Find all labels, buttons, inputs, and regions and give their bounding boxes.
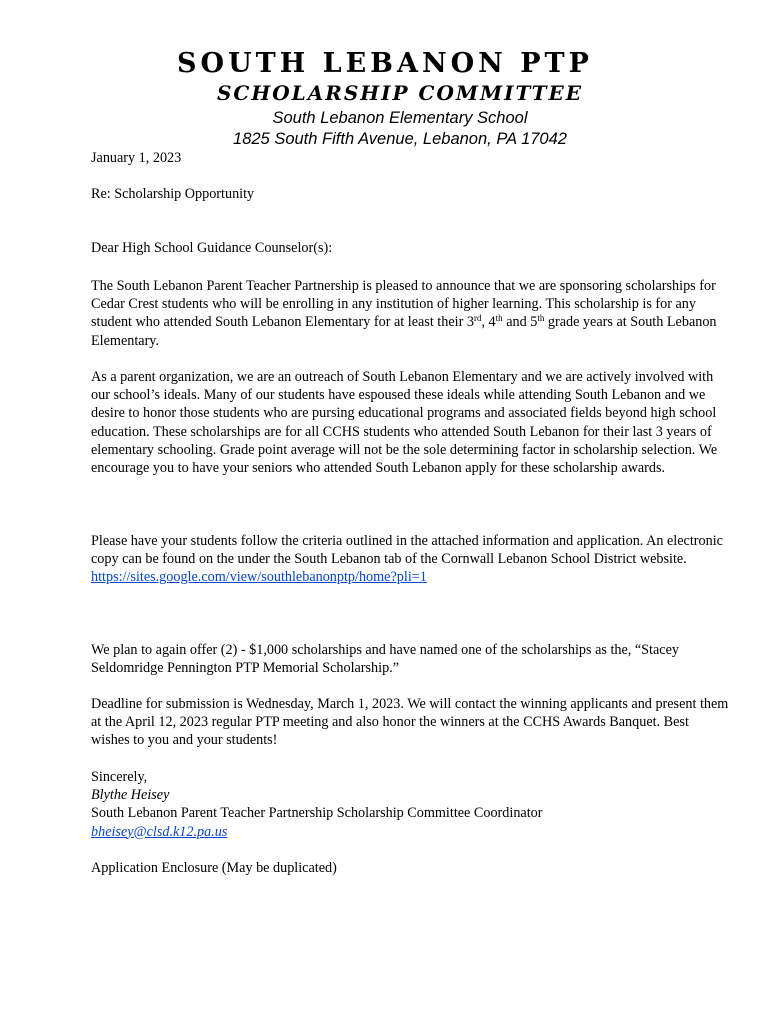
paragraph-4: We plan to again offer (2) - $1,000 scholarships and have named one of the scholarships as the, “Stacey Seldomridge Pennington PTP Memorial Scholarship.” — [91, 642, 679, 677]
paragraph-1-text: The South Lebanon Parent Teacher Partnership is pleased to announce that we are sponsoring scholarships for Cedar Crest students who will be enrolling in any institution of higher learning. This scholarship is for any student who attended South Lebanon Elementary for at least their — [91, 278, 716, 331]
closing: Sincerely, — [91, 769, 148, 785]
signer-name: Blythe Heisey — [91, 787, 170, 804]
sup-rd: rd — [473, 313, 482, 324]
sup-th-1: th — [495, 313, 503, 324]
paragraph-3 — [91, 532, 731, 587]
org-title: SOUTH LEBANON PTP — [177, 48, 593, 79]
committee-subtitle: SCHOLARSHIP COMMITTEE — [216, 81, 584, 105]
signer-title: South Lebanon Parent Teacher Partnership Scholarship Committee Coordinator — [91, 805, 543, 822]
grade-and: and — [502, 314, 531, 331]
sup-th-2: th — [537, 313, 545, 324]
paragraph-1 — [91, 277, 731, 350]
signature-block — [91, 768, 731, 841]
email-link[interactable]: bheisey@clsd.k12.pa.us — [91, 823, 228, 840]
grade-3: 3 — [466, 314, 474, 331]
grade-sep: , — [481, 314, 489, 331]
paragraph-3-text: Please have your students follow the criteria outlined in the attached information and application. An electronic copy can be found on the under the South Lebanon tab of the Cornwall Lebanon School District website. — [91, 533, 723, 568]
website-link[interactable]: https://sites.google.com/view/southlebanonptp/home?pli=1 — [91, 569, 427, 586]
paragraph-2: As a parent organization, we are an outreach of South Lebanon Elementary and we are actively involved with our school’s ideals. Many of our students have espoused these ideals while attending South Lebanon and we desire to honor those students who are pursing educational programs and associated fields beyond high school education. These scholarships are for all CCHS students who attended South Lebanon for their last 3 years of elementary schooling. Grade point average will not be the sole determining factor in scholarship selection. We encourage you to have your seniors who attended South Lebanon apply for these scholarship awards. — [91, 369, 718, 477]
enclosure-note: Application Enclosure (May be duplicated) — [91, 860, 337, 876]
salutation: Dear High School Guidance Counselor(s): — [91, 240, 333, 256]
grade-5: 5 — [530, 314, 538, 331]
paragraph-1-end: grade years at South Lebanon Elementary. — [91, 314, 717, 349]
letter-date: January 1, 2023 — [91, 150, 182, 166]
school-address: 1825 South Fifth Avenue, Lebanon, PA 17042 — [233, 130, 567, 148]
grade-4: 4 — [488, 314, 496, 331]
letter-subject: Re: Scholarship Opportunity — [91, 186, 255, 202]
paragraph-5: Deadline for submission is Wednesday, March 1, 2023. We will contact the winning applicants and present them at the April 12, 2023 regular PTP meeting and also honor the winners at the CCHS Awards Banquet. Best wishes to you and your students! — [91, 696, 729, 749]
school-name: South Lebanon Elementary School — [272, 109, 528, 127]
